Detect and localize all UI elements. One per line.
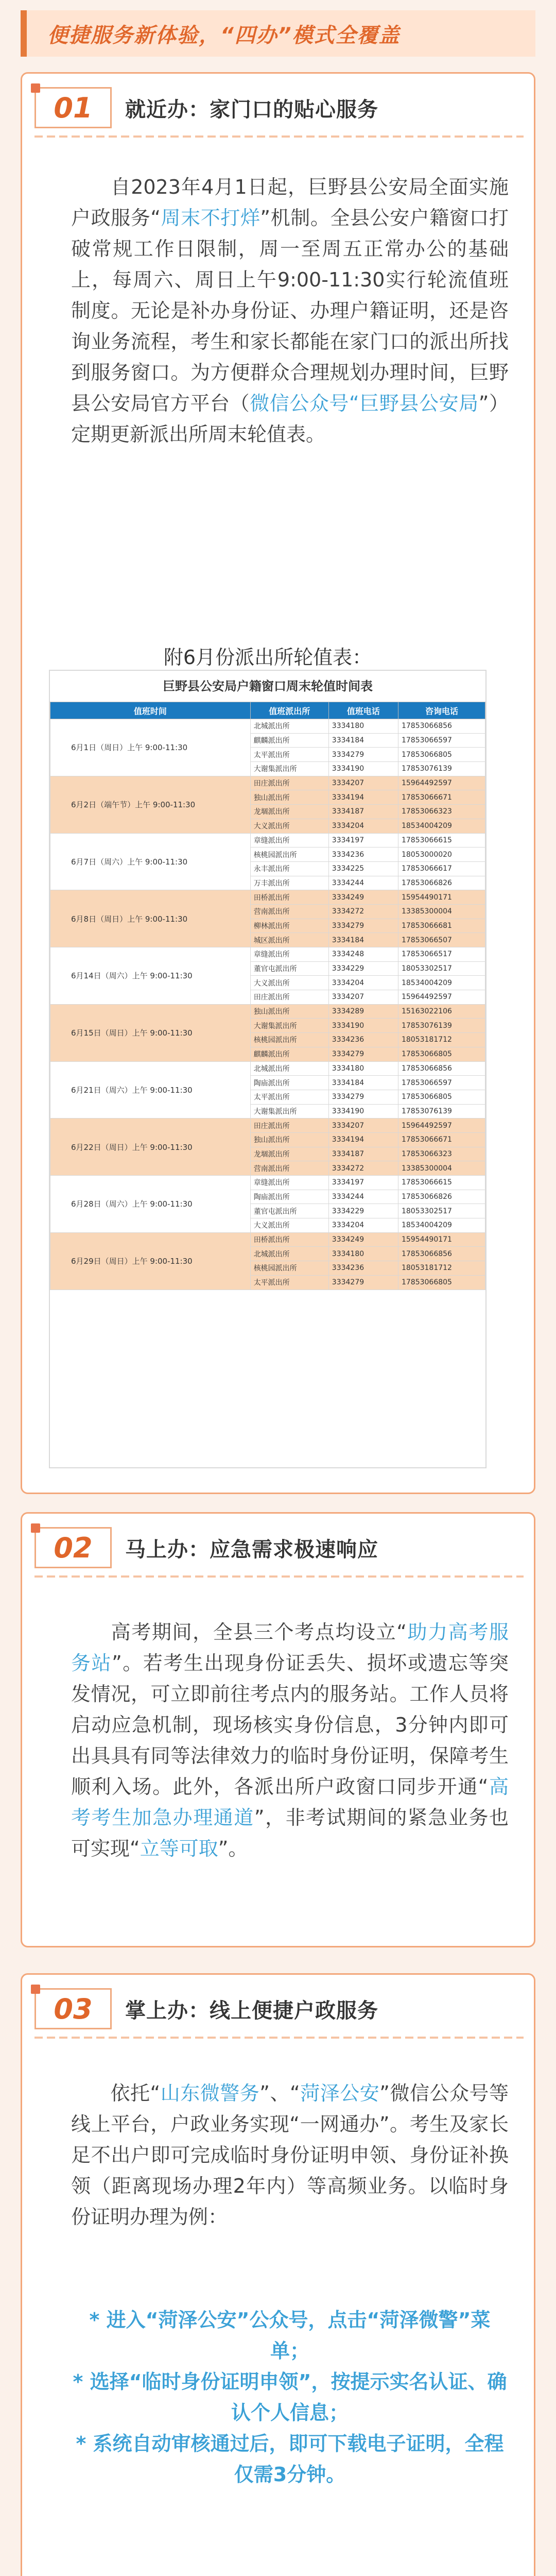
page-header [21,10,535,57]
section-title: 掌上办：线上便捷户政服务 [125,1998,378,2023]
section-paragraph [71,2078,509,2232]
table-cell: 3334184 [328,733,398,748]
section-heading [34,1527,524,1568]
table-row [50,1232,485,1247]
duty-date-cell: 6月22日（周日）上午 9:00-11:30 [50,1118,251,1176]
table-cell: 13385300004 [398,904,485,919]
table-cell: 北城派出所 [250,719,328,734]
paragraph-text: 自2023年4月1日起，巨野县公安局全面实施户政服务“ [71,176,509,229]
table-cell: 17853076139 [398,1019,485,1033]
table-cell: 田庄派出所 [250,776,328,790]
highlighted-text: 菏泽公安 [300,2082,380,2105]
highlighted-text: 山东微警务 [160,2082,260,2105]
table-cell: 3334184 [328,1076,398,1090]
table-cell: 3334187 [328,1147,398,1161]
table-row [50,1061,485,1076]
divider [34,135,524,138]
table-cell: 太平派出所 [250,1275,328,1290]
duty-date-cell: 6月28日（周六）上午 9:00-11:30 [50,1176,251,1233]
table-cell: 3334194 [328,1132,398,1147]
table-cell: 3334244 [328,1190,398,1204]
table-cell: 15964492597 [398,1118,485,1133]
table-cell: 大义派出所 [250,819,328,833]
duty-table [50,702,485,1290]
column-header: 值班时间 [50,702,251,719]
table-cell: 3334225 [328,861,398,876]
table-row [50,719,485,734]
table-caption: 附6月份派出所轮值表： [163,646,372,669]
table-cell: 3334229 [328,1204,398,1218]
paragraph-text: 高考期间，全县三个考点均设立“ [110,1621,407,1643]
paragraph-text: 依托“ [110,2082,161,2105]
table-cell: 核桃园派出所 [250,1033,328,1047]
duty-date-cell: 6月15日（周日）上午 9:00-11:30 [50,1004,251,1061]
table-cell: 章缝派出所 [250,833,328,848]
table-cell: 万丰派出所 [250,876,328,890]
section-card-2 [21,1512,535,1947]
highlighted-text: 高考考生加急办理通道 [71,1775,509,1829]
table-cell: 18534004209 [398,1218,485,1233]
table-row [50,833,485,848]
table-cell: 17853066805 [398,748,485,762]
paragraph-text: ”。若考生出现身份证丢失、损坏或遗忘等突发情况，可立即前往考点内的服务站。工作人员将启动应急机制，现场核实身份信息，3分钟内即可出具具有同等法律效力的临时身份证明，保障考生顺利入场。此外，各派出所户政窗口同步开通“ [71,1652,509,1798]
table-cell: 独山派出所 [250,1132,328,1147]
table-cell: 15964492597 [398,776,485,790]
table-cell: 柳林派出所 [250,919,328,933]
table-cell: 核桃园派出所 [250,848,328,862]
table-cell: 3334236 [328,1033,398,1047]
table-cell: 18053302517 [398,1204,485,1218]
section-paragraph [71,172,509,450]
table-cell: 大义派出所 [250,976,328,990]
section-title: 马上办：应急需求极速响应 [125,1537,378,1562]
table-cell: 17853066671 [398,1132,485,1147]
duty-date-cell: 6月14日（周六）上午 9:00-11:30 [50,947,251,1005]
table-cell: 18534004209 [398,819,485,833]
section-number-badge: 01 [34,87,112,128]
duty-date-cell: 6月29日（周日）上午 9:00-11:30 [50,1232,251,1290]
table-cell: 3334249 [328,890,398,905]
table-cell: 17853066615 [398,833,485,848]
duty-date-cell: 6月8日（周日）上午 9:00-11:30 [50,890,251,947]
table-row [50,1004,485,1019]
table-cell: 3334249 [328,1232,398,1247]
table-cell: 18053000020 [398,848,485,862]
table-cell: 3334279 [328,919,398,933]
table-cell: 18053181712 [398,1261,485,1276]
table-cell: 永丰派出所 [250,861,328,876]
highlighted-text: 立等可取 [140,1837,218,1860]
section-title: 就近办：家门口的贴心服务 [125,97,378,122]
table-cell: 3334236 [328,848,398,862]
section-paragraph [71,1617,509,1864]
table-cell: 17853066805 [398,1090,485,1104]
duty-date-cell: 6月1日（周日）上午 9:00-11:30 [50,719,251,776]
table-cell: 田庄派出所 [250,990,328,1005]
section-number-badge: 02 [34,1527,112,1568]
table-cell: 3334180 [328,1247,398,1261]
table-cell: 17853076139 [398,762,485,776]
table-cell: 15954490171 [398,890,485,905]
table-cell: 17853066597 [398,1076,485,1090]
table-cell: 龙堌派出所 [250,805,328,819]
paragraph-text: ”）定期更新派出所周末轮值表。 [71,392,509,446]
table-cell: 17853066323 [398,1147,485,1161]
paragraph-text: ”、“ [259,2082,300,2105]
table-cell: 18534004209 [398,976,485,990]
duty-date-cell: 6月7日（周六）上午 9:00-11:30 [50,833,251,890]
table-cell: 太平派出所 [250,748,328,762]
step-item: * 进入“菏泽公安”公众号，点击“菏泽微警”菜单； [89,2309,491,2362]
page-title: 便捷服务新体验，“四办”模式全覆盖 [47,23,401,47]
table-cell: 15954490171 [398,1232,485,1247]
table-cell: 3334229 [328,961,398,976]
table-cell: 3334204 [328,819,398,833]
table-cell: 3334279 [328,1275,398,1290]
table-cell: 3334207 [328,1118,398,1133]
table-row [50,947,485,962]
table-cell: 3334279 [328,748,398,762]
table-cell: 17853066805 [398,1275,485,1290]
table-cell: 田庄派出所 [250,1118,328,1133]
divider [34,2037,524,2039]
paragraph-text: ”机制。全县公安户籍窗口打破常规工作日限制，周一至周五正常办公的基础上，每周六、周日上午9:00-11:30实行轮流值班制度。无论是补办身份证、办理户籍证明，还是咨询业务流程，考生和家长都能在家门口的派出所找到服务窗口。为方便群众合理规划办理时间，巨野县公安局官方平台（ [71,207,509,415]
table-cell: 田桥派出所 [250,890,328,905]
paragraph-text: ”微信公众号等线上平台，户政业务实现“一网通办”。考生及家长足不出户即可完成临时身份证明申领、身份证补换领（距离现场办理2年内）等高频业务。以临时身份证明办理为例： [71,2082,509,2228]
table-cell: 太平派出所 [250,1090,328,1104]
column-header: 值班电话 [328,702,398,719]
table-row [50,1176,485,1190]
table-cell: 独山派出所 [250,1004,328,1019]
table-cell: 龙堌派出所 [250,1147,328,1161]
table-cell: 18053302517 [398,961,485,976]
table-cell: 大义派出所 [250,1218,328,1233]
table-cell: 大谢集派出所 [250,1019,328,1033]
step-item: * 系统自动审核通过后，即可下载电子证明，全程仅需3分钟。 [76,2432,504,2486]
table-cell: 17853066826 [398,876,485,890]
table-cell: 北城派出所 [250,1247,328,1261]
table-cell: 3334272 [328,1161,398,1176]
column-header: 值班派出所 [250,702,328,719]
duty-date-cell: 6月21日（周六）上午 9:00-11:30 [50,1061,251,1118]
table-cell: 18053181712 [398,1033,485,1047]
table-cell: 营南派出所 [250,1161,328,1176]
table-cell: 陶庙派出所 [250,1190,328,1204]
table-cell: 17853066507 [398,933,485,947]
table-cell: 核桃园派出所 [250,1261,328,1276]
table-cell: 3334289 [328,1004,398,1019]
table-cell: 17853066617 [398,861,485,876]
table-cell: 17853066615 [398,1176,485,1190]
table-cell: 3334180 [328,719,398,734]
table-cell: 3334279 [328,1047,398,1061]
duty-table-body [50,719,485,1290]
section-heading [34,87,524,128]
table-cell: 17853066671 [398,790,485,805]
section-number-badge: 03 [34,1988,112,2029]
duty-table-title: 巨野县公安局户籍窗口周末轮值时间表 [163,679,373,693]
table-cell: 3334190 [328,762,398,776]
table-cell: 17853066323 [398,805,485,819]
table-row [50,890,485,905]
table-cell: 章缝派出所 [250,1176,328,1190]
duty-date-cell: 6月2日（端午节）上午 9:00-11:30 [50,776,251,833]
table-cell: 董官屯派出所 [250,1204,328,1218]
column-header: 咨询电话 [398,702,485,719]
divider [34,1575,524,1578]
table-cell: 17853066826 [398,1190,485,1204]
table-cell: 17853066856 [398,1061,485,1076]
table-cell: 3334194 [328,790,398,805]
table-row [50,1118,485,1133]
table-cell: 17853066681 [398,919,485,933]
table-cell: 15163022106 [398,1004,485,1019]
table-cell: 大谢集派出所 [250,1104,328,1118]
table-cell: 董官屯派出所 [250,961,328,976]
table-cell: 3334187 [328,805,398,819]
table-cell: 城区派出所 [250,933,328,947]
table-cell: 3334190 [328,1019,398,1033]
table-cell: 北城派出所 [250,1061,328,1076]
table-cell: 17853066805 [398,1047,485,1061]
table-cell: 3334207 [328,990,398,1005]
table-cell: 麒麟派出所 [250,733,328,748]
table-cell: 17853066597 [398,733,485,748]
table-cell: 3334207 [328,776,398,790]
table-cell: 大谢集派出所 [250,762,328,776]
table-cell: 3334279 [328,1090,398,1104]
section-card-3 [21,1973,535,2576]
table-cell: 17853066856 [398,719,485,734]
table-cell: 独山派出所 [250,790,328,805]
table-row [50,776,485,790]
highlighted-text: 周末不打烊 [160,207,260,229]
table-cell: 3334184 [328,933,398,947]
step-item: * 选择“临时身份证明申领”，按提示实名认证、确认个人信息； [73,2370,507,2424]
table-cell: 13385300004 [398,1161,485,1176]
paragraph-text: ”。 [218,1837,248,1860]
table-cell: 3334248 [328,947,398,962]
table-cell: 17853066517 [398,947,485,962]
table-cell: 15964492597 [398,990,485,1005]
table-cell: 3334180 [328,1061,398,1076]
table-cell: 17853066856 [398,1247,485,1261]
table-cell: 3334272 [328,904,398,919]
table-cell: 3334204 [328,976,398,990]
table-cell: 3334236 [328,1261,398,1276]
highlighted-text: 微信公众号“巨野县公安局 [250,392,479,415]
highlighted-text: 助力高考服务站 [71,1621,509,1674]
table-cell: 田桥派出所 [250,1232,328,1247]
table-cell: 麒麟派出所 [250,1047,328,1061]
table-cell: 陶庙派出所 [250,1076,328,1090]
duty-roster-image [49,670,486,1468]
steps-list [71,2304,509,2490]
table-cell: 章缝派出所 [250,947,328,962]
paragraph-text: ”，非考试期间的紧急业务也可实现“ [71,1806,509,1860]
section-heading [34,1988,524,2029]
table-cell: 3334204 [328,1218,398,1233]
table-cell: 3334197 [328,1176,398,1190]
table-cell: 3334190 [328,1104,398,1118]
table-cell: 17853076139 [398,1104,485,1118]
table-cell: 营南派出所 [250,904,328,919]
table-cell: 3334244 [328,876,398,890]
table-cell: 3334197 [328,833,398,848]
